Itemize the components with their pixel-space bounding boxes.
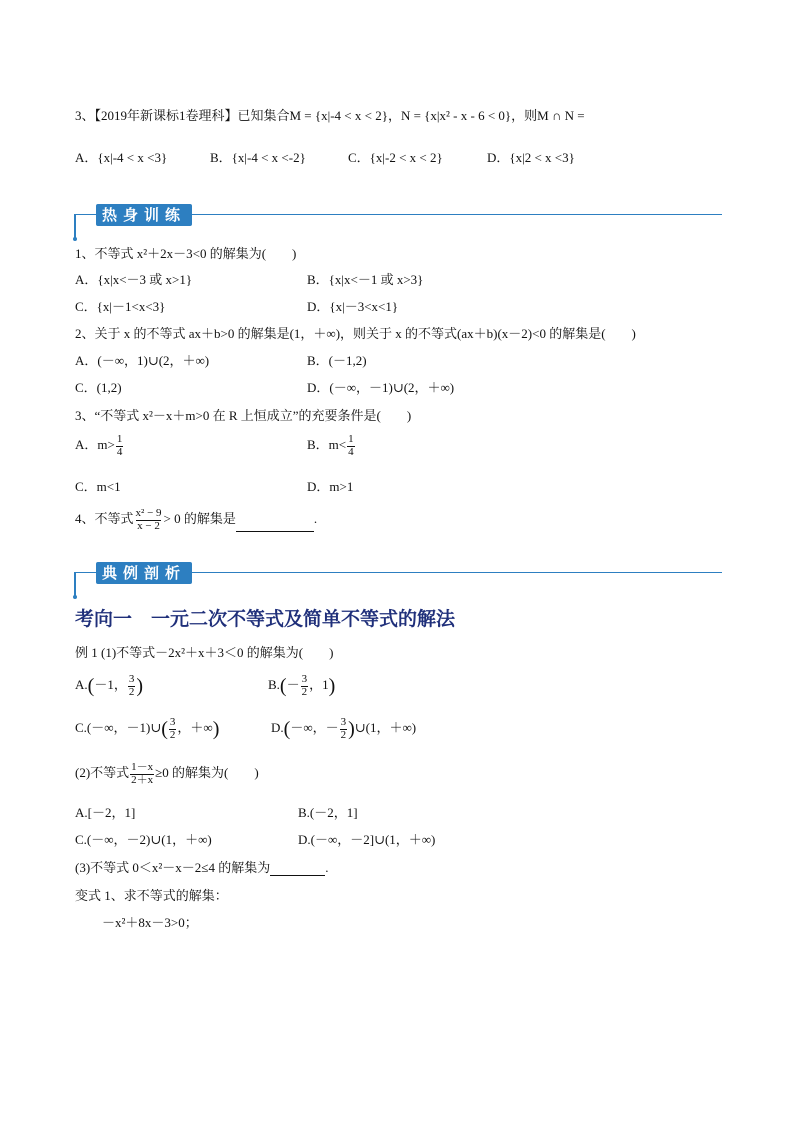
example1-option-b [268, 674, 335, 698]
option-label: A. [75, 677, 88, 693]
right-paren: ) [328, 675, 336, 698]
numerator: 3 [340, 716, 347, 728]
right-paren: ) [136, 675, 143, 698]
warmup-q1-option-d: D．{x|－3<x<1} [307, 299, 399, 314]
warmup-q4 [75, 508, 317, 532]
warmup-q3: 3、“不等式 x²－x＋m>0 在 R 上恒成立”的充要条件是( ) [75, 408, 412, 423]
fraction [135, 508, 163, 532]
section-title: 典例剖析 [96, 562, 192, 584]
left-paren: ( [87, 675, 95, 698]
fraction [347, 434, 355, 458]
q3-option-c: C．{x|-2 < x < 2} [348, 150, 443, 165]
warmup-q1: 1、不等式 x²＋2x－3<0 的解集为( ) [75, 246, 297, 261]
warmup-q1-option-c: C．{x|－1<x<3} [75, 299, 166, 314]
part2-suffix: ≥0 的解集为( ) [155, 765, 259, 781]
answer-blank [236, 531, 314, 532]
q4-suffix: > 0 的解集是 [163, 511, 236, 527]
part3-text: (3)不等式 0＜x²－x－2≤4 的解集为 [75, 860, 271, 875]
warmup-q2-option-c: C．(1,2) [75, 380, 122, 395]
option-label: A．m> [75, 437, 115, 453]
warmup-q2-option-d: D．(－∞，－1)∪(2，＋∞) [307, 380, 455, 395]
denominator: 2 [128, 685, 135, 698]
left-paren: ( [279, 675, 287, 698]
variant1-prompt: 变式 1、求不等式的解集： [75, 888, 228, 903]
section-dot [73, 237, 77, 241]
numerator: 1 [348, 433, 354, 445]
interval-text: C.(－∞，－1)∪ [75, 720, 162, 736]
minus-sign: － [286, 677, 300, 693]
warmup-q2-option-b: B．(－1,2) [307, 353, 367, 368]
interval-text: －1， [94, 677, 127, 693]
section-title: 热身训练 [96, 204, 192, 226]
answer-blank [270, 875, 325, 876]
numerator: 1 [116, 433, 123, 445]
topic-heading: 考向一 一元二次不等式及简单不等式的解法 [75, 608, 456, 630]
example1-part2-option-c: C.(－∞，－2)∪(1，＋∞) [75, 832, 212, 847]
part3-end: . [325, 860, 329, 875]
warmup-q1-option-a: A．{x|x<－3 或 x>1} [75, 272, 193, 287]
fraction [169, 717, 177, 741]
example1-part3 [75, 860, 328, 876]
option-label: D. [271, 720, 284, 736]
numerator: 3 [128, 673, 135, 685]
right-paren: ) [348, 718, 355, 741]
variant1-inequality: －x²＋8x－3>0； [102, 915, 198, 930]
q3-option-a: A．{x|-4 < x <3} [75, 150, 168, 165]
right-paren: ) [212, 718, 220, 741]
fraction [116, 434, 124, 458]
example1-part2 [75, 762, 259, 786]
fraction [128, 674, 136, 698]
option-label: B. [268, 677, 280, 693]
q3-option-b: B．{x|-4 < x <-2} [210, 150, 306, 165]
warmup-q1-option-b: B．{x|x<－1 或 x>3} [307, 272, 424, 287]
q4-prefix: 4、不等式 [75, 511, 134, 527]
section-dot [73, 595, 77, 599]
numerator: x² − 9 [135, 507, 162, 519]
denominator: 2 [301, 685, 308, 698]
section-marker [74, 214, 76, 239]
numerator: 1－x [131, 761, 154, 773]
fraction [340, 717, 348, 741]
warmup-q3-option-d: D．m>1 [307, 479, 354, 494]
interval-text: ，1 [309, 677, 329, 693]
warmup-q3-option-b [307, 434, 356, 458]
denominator: 4 [348, 445, 354, 458]
interval-text: －∞，－ [290, 720, 339, 736]
denominator: 2＋x [131, 773, 154, 786]
q4-end: . [313, 511, 318, 527]
interval-text-end: ∪(1，＋∞) [354, 720, 417, 736]
example1-option-a [75, 674, 143, 698]
fraction [130, 762, 154, 786]
warmup-q2-option-a: A．(－∞，1)∪(2，＋∞) [75, 353, 210, 368]
part2-prefix: (2)不等式 [75, 765, 130, 781]
left-paren: ( [161, 718, 168, 741]
denominator: 2 [340, 728, 347, 741]
fraction [301, 674, 309, 698]
interval-text-end: ，＋∞ [177, 720, 213, 736]
option-label: B．m< [307, 437, 347, 453]
warmup-q3-option-a [75, 434, 124, 458]
example1-option-c [75, 717, 219, 741]
numerator: 3 [301, 673, 308, 685]
denominator: 4 [116, 445, 123, 458]
numerator: 3 [169, 716, 176, 728]
example1-part2-option-b: B.(－2，1] [298, 805, 358, 820]
denominator: x − 2 [137, 519, 160, 532]
warmup-q3-option-c: C．m<1 [75, 479, 121, 494]
q3-stem: 3、【2019年新课标1卷理科】已知集合M = {x|-4 < x < 2}，N = {x|x² - x - 6 < 0}，则M ∩ N = [75, 108, 585, 123]
denominator: 2 [169, 728, 176, 741]
example1-part2-option-d: D.(－∞，－2]∪(1，＋∞) [298, 832, 436, 847]
example1-option-d [271, 717, 416, 741]
example1-part2-option-a: A.[－2，1] [75, 805, 136, 820]
q3-option-d: D．{x|2 < x <3} [487, 150, 575, 165]
section-marker [74, 572, 76, 597]
warmup-q2: 2、关于 x 的不等式 ax＋b>0 的解集是(1，＋∞)，则关于 x 的不等式(ax＋b)(x－2)<0 的解集是( ) [75, 326, 636, 341]
example1-part1: 例 1 (1)不等式－2x²＋x＋3＜0 的解集为( ) [75, 645, 334, 660]
left-paren: ( [283, 718, 291, 741]
